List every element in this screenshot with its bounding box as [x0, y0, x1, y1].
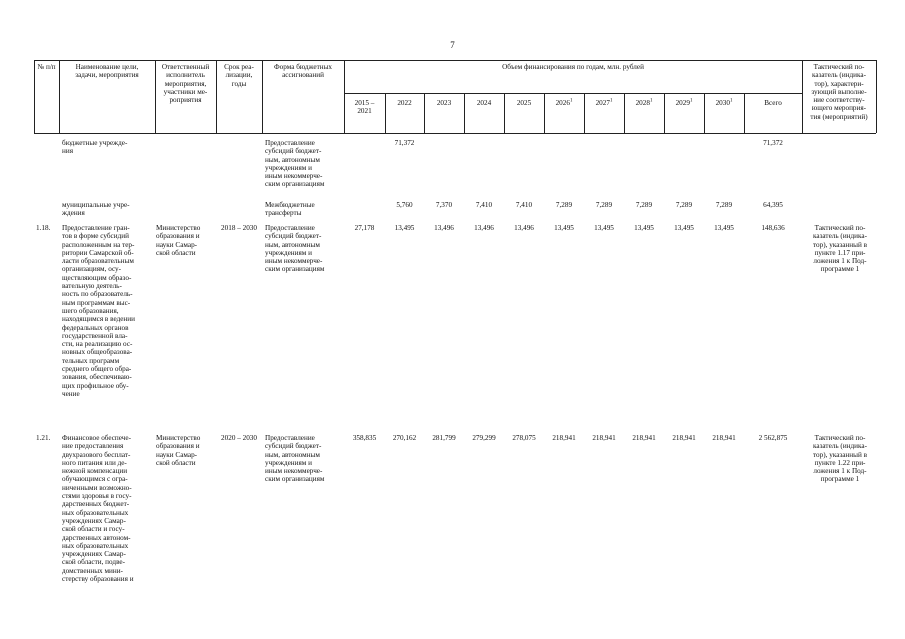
row-2-value-2025: 13,496: [514, 224, 534, 232]
row-1-value-2030: 7,289: [715, 201, 733, 209]
row-2-value-2023: 13,496: [434, 224, 454, 232]
row-0-form: Предоставление субсидий бюджет- ным, автономным учреждениям и иным некоммерче- ским организациям: [265, 139, 325, 189]
row-0-value-2022: 71,372: [394, 139, 415, 147]
row-3-value-2028: 218,941: [632, 434, 656, 442]
header-year-2027: 2027$^1$: [595, 98, 613, 107]
row-1-name: муниципальные учре- ждения: [62, 201, 130, 218]
row-2-period: 2018 – 2030: [221, 224, 257, 232]
header-funding: Объем финансирования по годам, млн. рублей: [502, 63, 644, 71]
row-2-value-2026: 13,495: [554, 224, 574, 232]
row-1-form: Межбюджетные трансферты: [265, 201, 315, 218]
header-total: Всего: [764, 99, 782, 107]
col-line-17: [876, 60, 877, 133]
row-0-name: бюджетные учрежде- ния: [62, 139, 128, 156]
table-header-bottom: [34, 133, 876, 134]
row-3-value-2022: 270,162: [392, 434, 417, 442]
row-1-value-total: 64,395: [763, 201, 783, 209]
header-year-2025: 2025: [516, 99, 532, 107]
header-period: Срок реа- лизации, годы: [224, 63, 254, 88]
row-2-value-2024: 13,496: [474, 224, 494, 232]
row-1-value-2026: 7,289: [555, 201, 573, 209]
row-2-value-2022: 13,495: [394, 224, 415, 232]
row-2-value-2029: 13,495: [674, 224, 694, 232]
header-indicator: Тактический по- казатель (индика- тор), характери- зующий выполне- ние соответству- ющего мероприя- тия (мероприятий): [810, 63, 868, 121]
row-2-executor: Министерство образования и науки Самар- ской области: [156, 224, 201, 257]
row-3-value-2015-2021: 358,835: [352, 434, 377, 442]
row-1-value-2027: 7,289: [595, 201, 613, 209]
row-2-form: Предоставление субсидий бюджет- ным, автономным учреждениям и иным некоммерче- ским организациям: [265, 224, 325, 274]
row-3-num: 1.21.: [36, 434, 51, 442]
row-3-value-2029: 218,941: [672, 434, 696, 442]
row-2-indicator: Тактический по- казатель (индика- тор), указанный в пункте 1.17 при- ложения 1 к Под- программе 1: [813, 224, 867, 274]
row-2-value-total: 148,636: [761, 224, 785, 232]
row-3-indicator: Тактический по- казатель (индика- тор), указанный в пункте 1.22 при- ложения 1 к Под- программе 1: [813, 434, 867, 484]
row-0-value-total: 71,372: [763, 139, 783, 147]
page-number: 7: [450, 40, 455, 50]
row-3-value-2025: 278,075: [512, 434, 536, 442]
years-header-rule: [344, 93, 802, 94]
header-year-2015-2021: 2015 – 2021: [354, 99, 375, 116]
row-2-name: Предоставление гран- тов в форме субсидий расположенным на тер- ритории Самарской об- ласти образовательным организациям, осу- ществляющим образо- вательную деятель- ность по образователь- ным программам выс- шего образования, находящимся в ведении федеральных органов государственной вла- сти, на реализацию ос- новных общеобразова- тельных программ среднего общего обра- зования, обеспечиваю- щих профильное обу- чение: [62, 224, 135, 398]
row-1-value-2022: 5,760: [396, 201, 413, 209]
row-1-value-2024: 7,410: [475, 201, 493, 209]
row-3-period: 2020 – 2030: [221, 434, 257, 442]
row-1-value-2029: 7,289: [675, 201, 693, 209]
header-year-2030: 2030$^1$: [715, 98, 733, 107]
header-num: № п/п: [37, 63, 56, 71]
header-year-2026: 2026$^1$: [555, 98, 573, 107]
header-executor: Ответственный исполнитель мероприятия, участники ме- роприятия: [161, 63, 210, 105]
header-year-2023: 2023: [436, 99, 452, 107]
row-2-value-2015-2021: 27,178: [354, 224, 375, 232]
row-3-value-2026: 218,941: [552, 434, 576, 442]
header-year-2028: 2028$^1$: [635, 98, 653, 107]
row-2-value-2028: 13,495: [634, 224, 654, 232]
row-3-executor: Министерство образования и науки Самар- ской области: [156, 434, 201, 467]
row-3-value-2027: 218,941: [592, 434, 616, 442]
header-year-2029: 2029$^1$: [675, 98, 693, 107]
header-year-2024: 2024: [476, 99, 492, 107]
row-3-value-2023: 281,799: [432, 434, 456, 442]
row-3-form: Предоставление субсидий бюджет- ным, автономным учреждениям и иным некоммерче- ским организациям: [265, 434, 325, 484]
header-form: Форма бюджетных ассигнований: [273, 63, 333, 80]
row-3-value-2024: 279,299: [472, 434, 496, 442]
header-goal: Наименование цели, задачи, мероприятия: [75, 63, 139, 80]
row-2-num: 1.18.: [36, 224, 51, 232]
row-3-value-total: 2 562,875: [758, 434, 788, 442]
row-2-value-2027: 13,495: [594, 224, 614, 232]
row-1-value-2023: 7,370: [435, 201, 453, 209]
row-1-value-2025: 7,410: [515, 201, 533, 209]
row-3-value-2030: 218,941: [712, 434, 736, 442]
row-1-value-2028: 7,289: [635, 201, 653, 209]
row-2-value-2030: 13,495: [714, 224, 734, 232]
row-3-name: Финансовое обеспече- ние предоставления двухразового бесплат- ного питания или де- нежной компенсации обучающимся с огра- ниченными возможно- стями здоровья в госу- дарственных бюджет- ных образовательных учреждениях Самар- ской области и госу- дарственных автоном- ных образовательных учреждениях Самар- ской области, подве- домственных мини- стерству образования и: [62, 434, 134, 584]
header-year-2022: 2022: [397, 99, 412, 107]
table-border-top: [34, 60, 876, 61]
